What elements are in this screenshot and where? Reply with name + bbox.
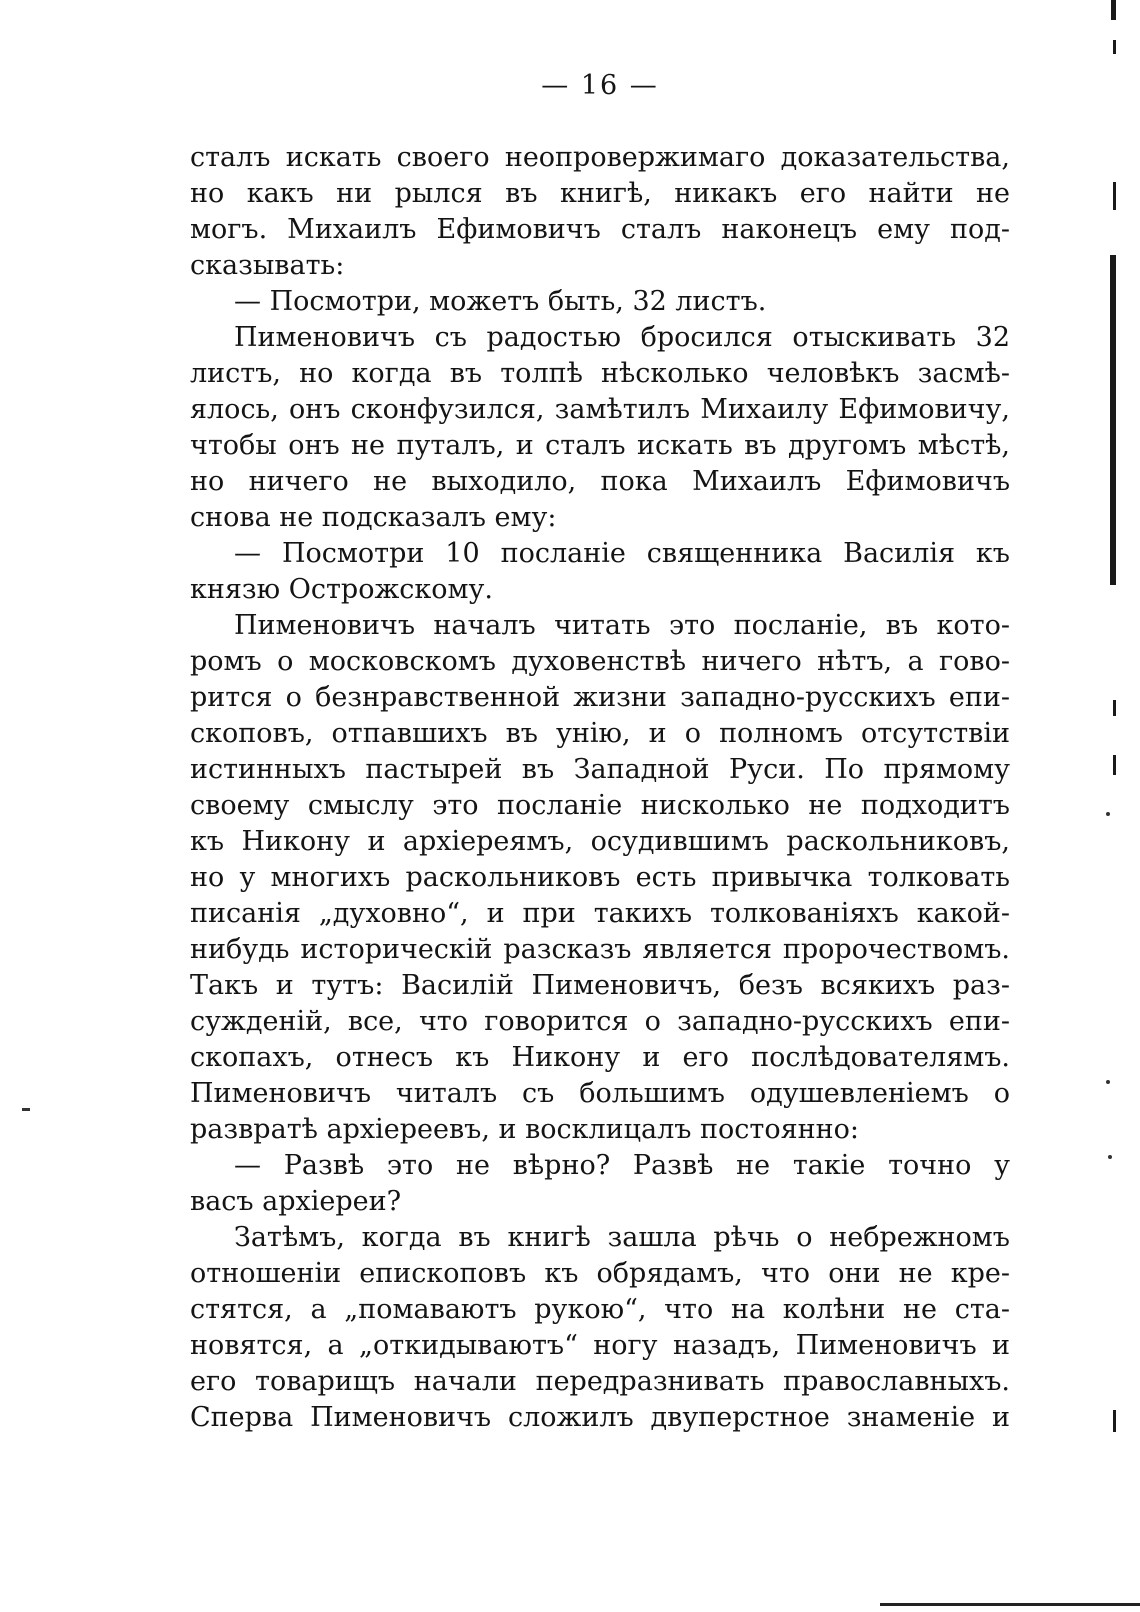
scan-edge-mark [1111,0,1116,20]
text-line: сужденій, все, что говорится о западно-русскихъ епи- [190,1006,1010,1037]
text-line: сказывать: [190,250,345,281]
text-line: васъ архіереи? [190,1186,402,1217]
text-line: Сперва Пименовичъ сложилъ двуперстное знаменіе и [190,1402,1010,1433]
text-line: скоповъ, отпавшихъ въ унію, и о полномъ отсутствіи [190,718,1010,749]
scan-edge-mark [1113,1410,1116,1432]
scan-edge-mark [1113,40,1116,54]
text-line: нибудь историческій разсказъ является пророчествомъ. [190,934,1010,965]
text-line: истинныхъ пастырей въ Западной Руси. По прямому [190,754,1010,785]
text-line: но какъ ни рылся въ книгѣ, никакъ его найти не [190,178,1010,209]
text-line: чтобы онъ не путалъ, и сталъ искать въ другомъ мѣстѣ, [190,430,1010,461]
text-line: своему смыслу это посланіе нисколько не подходитъ [190,790,1010,821]
text-line: къ Никону и архіереямъ, осудившимъ раскольниковъ, [190,826,1010,857]
scan-speck [22,1108,30,1111]
text-line: писанія „духовно“, и при такихъ толкованіяхъ какой- [190,898,1010,929]
text-line: Пименовичъ началъ читать это посланіе, въ кото- [234,610,1010,641]
page-number: — 16 — [541,70,659,101]
text-line: листъ, но когда въ толпѣ нѣсколько человѣкъ засмѣ- [190,358,1010,389]
scan-bottom-edge [880,1603,1140,1606]
text-line: стятся, а „помаваютъ рукою“, что на колѣни не ста- [190,1294,1010,1325]
text-line: Пименовичъ съ радостью бросился отыскивать 32 [234,322,1010,353]
text-line: новятся, а „откидываютъ“ ногу назадъ, Пименовичъ и [190,1330,1010,1361]
text-line: князю Острожскому. [190,574,494,605]
text-line: — Посмотри 10 посланіе священника Василія къ [234,538,1010,569]
text-line: снова не подсказалъ ему: [190,502,557,533]
text-line: могъ. Михаилъ Ефимовичъ сталъ наконецъ ему под- [190,214,1010,245]
scan-speck [1108,1155,1112,1159]
scan-speck [1106,1080,1110,1084]
text-line: отношеніи епископовъ къ обрядамъ, что они не кре- [190,1258,1010,1289]
text-line: его товарищъ начали передразнивать православныхъ. [190,1366,1010,1397]
text-line: — Развѣ это не вѣрно? Развѣ не такіе точно у [234,1150,1010,1181]
text-line: Затѣмъ, когда въ книгѣ зашла рѣчь о небрежномъ [234,1222,1010,1253]
scan-speck [1106,812,1110,816]
text-line: — Посмотри, можетъ быть, 32 листъ. [234,286,767,317]
text-line: рится о безнравственной жизни западно-русскихъ епи- [190,682,1010,713]
scan-edge-mark [1113,182,1116,210]
text-line: ялось, онъ сконфузился, замѣтилъ Михаилу Ефимовичу, [190,394,1010,425]
scan-edge-mark [1113,700,1116,716]
scan-edge-mark [1110,255,1116,585]
text-line: ромъ о московскомъ духовенствѣ ничего нѣтъ, а гово- [190,646,1010,677]
text-line: но ничего не выходило, пока Михаилъ Ефимовичъ [190,466,1010,497]
text-line: Пименовичъ читалъ съ большимъ одушевленіемъ о [190,1078,1010,1109]
text-line: развратѣ архіереевъ, и восклицалъ постоянно: [190,1114,859,1145]
text-line: скопахъ, отнесъ къ Никону и его послѣдователямъ. [190,1042,1010,1073]
text-line: Такъ и тутъ: Василій Пименовичъ, безъ всякихъ раз- [190,970,1010,1001]
text-line: но у многихъ раскольниковъ есть привычка толковать [190,862,1010,893]
scan-edge-mark [1113,755,1116,775]
body-text [190,140,1010,1436]
text-line: сталъ искать своего неопровержимаго доказательства, [190,142,1010,173]
